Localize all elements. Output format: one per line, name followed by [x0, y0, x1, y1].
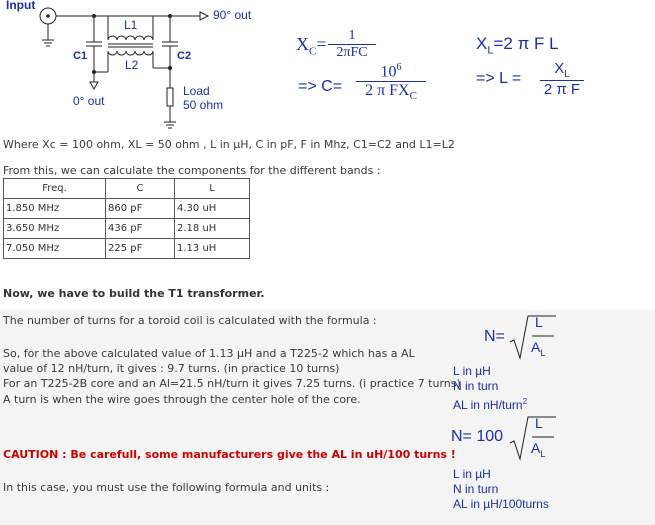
formula1-den-sub: L [540, 347, 546, 358]
para-t225-2: So, for the above calculated value of 1.13 µH and a T225-2 which has a AL value of 12 nH/turn, it gives : 9.7 turns. (in practice 10 turns) [3, 347, 415, 375]
xc-symbol: X [296, 34, 309, 54]
load-ohm-label: 50 ohm [183, 98, 224, 112]
l1-label: L1 [124, 18, 138, 32]
xl-symbol: X [476, 34, 488, 53]
cell-l: 4.30 uH [175, 199, 250, 219]
c-num: 10 [380, 63, 397, 81]
l-num-sub: L [564, 69, 570, 80]
load-label: Load [183, 84, 210, 98]
cell-c: 225 pF [106, 239, 175, 259]
formula1-units [453, 364, 527, 413]
cell-l: 2.18 uH [175, 219, 250, 239]
bands-table [3, 178, 250, 259]
xc-fraction [328, 28, 376, 61]
xl-formula [476, 34, 559, 56]
formula2-num: L [535, 415, 543, 431]
now-heading: Now, we have to build the T1 transformer. [3, 287, 265, 300]
para-t225-2b: For an T225-2B core and an Al=21.5 nH/turn it gives 7.25 turns. (i practice 7 turns) [3, 377, 461, 390]
l-num: X [554, 60, 565, 77]
formula1-den-a: A [531, 339, 541, 355]
c-num-exp: 6 [396, 62, 402, 73]
table-row [4, 239, 250, 259]
units-al [453, 394, 527, 413]
xc-formula [296, 34, 327, 58]
l-numerator [540, 60, 584, 80]
header-c: C [106, 179, 175, 199]
units-al: AL in µH/100turns [453, 497, 549, 511]
units-l: L in µH [453, 467, 491, 481]
c-den: 2 π FX [365, 82, 410, 100]
units-n: N in turn [453, 379, 499, 393]
c2-label: C2 [177, 50, 192, 62]
c-numerator [356, 62, 426, 81]
units-al-exp: 2 [522, 397, 528, 406]
para-turn-def: A turn is when the wire goes through the center hole of the core. [3, 393, 361, 406]
c-den-sub: C [409, 90, 417, 103]
formula1-lhs: N= [484, 328, 505, 345]
cell-freq: 3.650 MHz [4, 219, 106, 239]
formula2-units [453, 467, 549, 512]
header-freq: Freq. [4, 179, 106, 199]
l2-label: L2 [125, 58, 139, 72]
out90-label: 90° out [213, 8, 252, 22]
xl-sub: L [487, 44, 494, 57]
c1-label: C1 [73, 50, 88, 62]
units-n: N in turn [453, 482, 499, 496]
in-this-case-text: In this case, you must use the following formula and units : [3, 481, 330, 494]
table-row [4, 199, 250, 219]
from-this-line: From this, we can calculate the components for the different bands : [3, 164, 381, 177]
l-fraction [540, 60, 584, 98]
xc-eq: = [316, 34, 327, 54]
xc-denominator: 2πFC [328, 44, 376, 61]
cell-l: 1.13 uH [175, 239, 250, 259]
formula1-num: L [535, 314, 543, 330]
xl-rest: =2 π F L [493, 34, 559, 53]
units-l: L in µH [453, 364, 491, 378]
c-fraction [356, 62, 426, 103]
header-l: L [175, 179, 250, 199]
formula2-den [531, 440, 545, 459]
l-denominator: 2 π F [540, 80, 584, 98]
units-al-text: AL in nH/turn [453, 398, 523, 412]
xc-numerator: 1 [348, 28, 356, 43]
formula2-den-sub: L [540, 448, 546, 459]
where-line: Where Xc = 100 ohm, XL = 50 ohm , L in µH, C in pF, F in Mhz, C1=C2 and L1=L2 [3, 138, 455, 151]
table-row [4, 219, 250, 239]
formula2-lhs: N= 100 [451, 428, 504, 445]
input-label: Input [6, 0, 36, 12]
c-prefix: => C= [298, 78, 343, 95]
caution-text: CAUTION : Be carefull, some manufacturers give the AL in uH/100 turns ! [3, 448, 456, 461]
table-header-row [4, 179, 250, 199]
l-prefix: => L = [476, 70, 522, 87]
c-denominator [356, 81, 426, 102]
cell-freq: 1.850 MHz [4, 199, 106, 219]
cell-freq: 7.050 MHz [4, 239, 106, 259]
cell-c: 436 pF [106, 219, 175, 239]
formula1-den [531, 339, 545, 358]
out0-label: 0° out [73, 94, 105, 108]
formula2-den-a: A [531, 440, 541, 456]
cell-c: 860 pF [106, 199, 175, 219]
xc-sub: C [309, 45, 317, 58]
turns-intro: The number of turns for a toroid coil is calculated with the formula : [3, 314, 377, 327]
